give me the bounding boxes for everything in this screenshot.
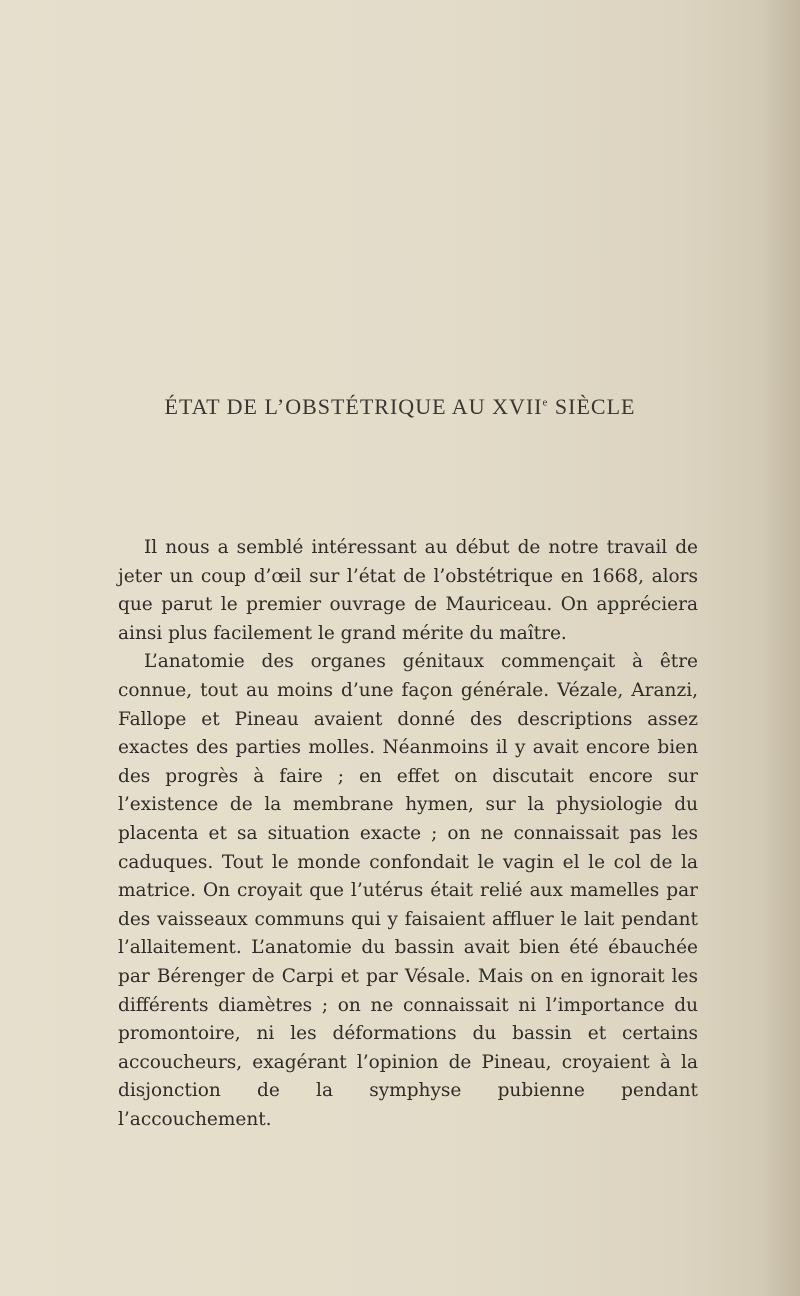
chapter-title-end: SIÈCLE <box>554 394 636 419</box>
paragraph: L’anatomie des organes génitaux commençait à être connue, tout au moins d’une façon générale. Vézale, Aranzi, Fallope et Pineau avaient donné des descriptions assez exactes des parties molles. Néanmoins il y avait encore bien des progrès à faire ; en effet on discutait encore sur l’existence de la membrane hymen, sur la physiologie du placenta et sa situation exacte ; on ne connaissait pas les caduques. Tout le monde confondait le vagin el le col de la matrice. On croyait que l’utérus était relié aux mamelles par des vaisseaux communs qui y faisaient affluer le lait pendant l’allaitement. L’anatomie du bassin avait bien été ébauchée par Bérenger de Carpi et par Vésale. Mais on en ignorait les différents diamètres ; on ne connaissait ni l’importance du promontoire, ni les déformations du bassin et certains accoucheurs, exagérant l’opinion de Pineau, croyaient à la disjonction de la symphyse pubienne pendant l’accouchement. <box>118 651 698 1130</box>
chapter-title <box>0 394 800 420</box>
body-text <box>118 534 698 1134</box>
chapter-title-superscript: e <box>542 396 549 409</box>
chapter-title-main: ÉTAT DE L’OBSTÉTRIQUE AU XVII <box>164 394 543 419</box>
paragraph: Il nous a semblé intéressant au début de notre travail de jeter un coup d’œil sur l’état de l’obstétrique en 1668, alors que parut le premier ouvrage de Mauriceau. On appréciera ainsi plus facilement le grand mérite du maître. <box>118 537 698 644</box>
